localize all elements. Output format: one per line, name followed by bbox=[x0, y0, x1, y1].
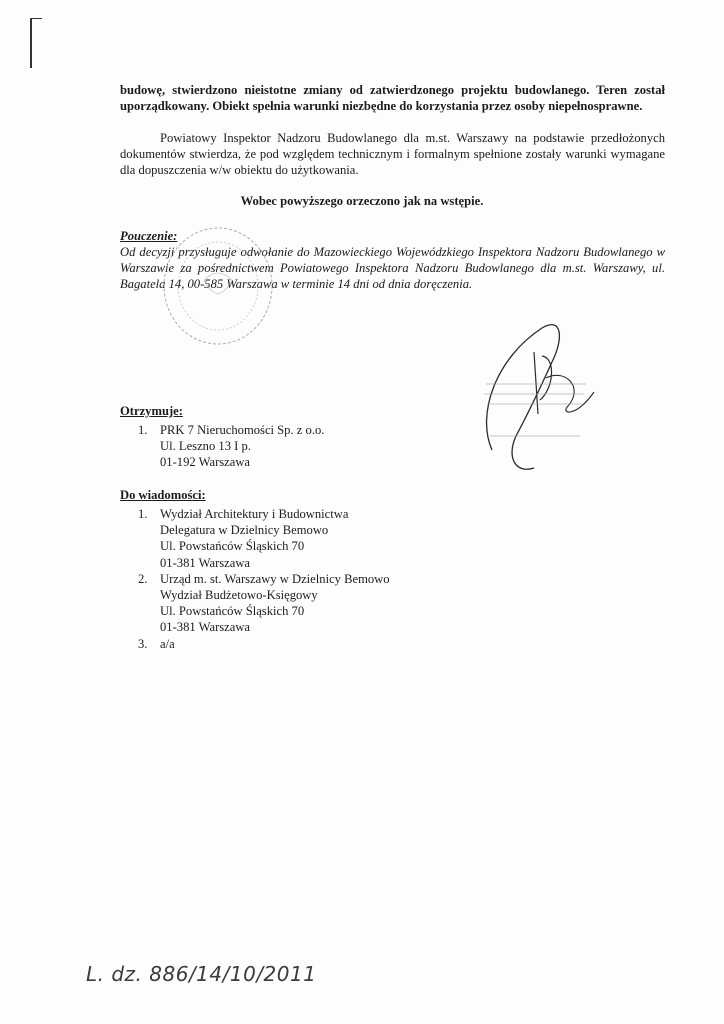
recipient-line: a/a bbox=[160, 636, 175, 651]
pouczenie-text: Od decyzji przysługuje odwołanie do Mazowieckiego Wojewódzkiego Inspektora Nadzoru Budowlanego w Warszawie za pośrednictwem Powiatowego Inspektora Nadzoru Budowlanego dla m.st. Warszawy, ul. Bagatela 14, 00-585 Warszawa w terminie 14 dni od dnia doręczenia. bbox=[120, 245, 665, 291]
list-number: 1. bbox=[138, 423, 148, 437]
inspector-statement: Powiatowy Inspektor Nadzoru Budowlanego dla m.st. Warszawy na podstawie przedłożonych dokumentów stwierdza, że pod względem technicznym i formalnym spełnione zostały warunki wymagane dla dopuszczenia w/w obiektu do użytkowania. bbox=[120, 131, 665, 177]
do-wiadomosci-heading: Do wiadomości: bbox=[120, 488, 206, 502]
recipient-line: Ul. Powstańców Śląskich 70 bbox=[160, 604, 305, 619]
recipient-line: 01-381 Warszawa bbox=[160, 620, 251, 635]
recipient-line: 01-381 Warszawa bbox=[160, 555, 251, 570]
do-wiadomosci-list bbox=[138, 506, 390, 652]
list-number: 1. bbox=[138, 507, 148, 521]
margin-line bbox=[30, 18, 32, 68]
list-item bbox=[138, 422, 324, 471]
list-number: 3. bbox=[138, 636, 148, 651]
otrzymuje-heading: Otrzymuje: bbox=[120, 404, 183, 418]
recipient-line: Ul. Powstańców Śląskich 70 bbox=[160, 539, 305, 554]
recipient-line: Wydział Architektury i Budownictwa bbox=[160, 507, 349, 521]
handwritten-reference: L. dz. 886/14/10/2011 bbox=[86, 962, 317, 986]
list-number: 2. bbox=[138, 571, 148, 586]
list-item bbox=[138, 636, 390, 652]
list-item bbox=[138, 571, 390, 636]
findings-paragraph: budowę, stwierdzono nieistotne zmiany od zatwierdzonego projektu budowlanego. Teren został uporządkowany. Obiekt spełnia warunki niezbędne do korzystania przez osoby niepełnosprawne. bbox=[120, 83, 665, 113]
margin-tick bbox=[30, 18, 42, 19]
recipient-line: Delegatura w Dzielnicy Bemowo bbox=[160, 523, 329, 538]
recipient-line: Ul. Leszno 13 I p. bbox=[160, 439, 251, 454]
recipient-line: PRK 7 Nieruchomości Sp. z o.o. bbox=[160, 423, 325, 437]
recipient-line: 01-192 Warszawa bbox=[160, 455, 251, 470]
pouczenie-heading: Pouczenie: bbox=[120, 229, 178, 243]
otrzymuje-list bbox=[138, 422, 324, 471]
signature-icon bbox=[476, 318, 626, 478]
round-stamp-icon bbox=[160, 222, 280, 352]
recipient-line: Wydział Budżetowo-Księgowy bbox=[160, 588, 318, 603]
recipient-line: Urząd m. st. Warszawy w Dzielnicy Bemowo bbox=[160, 571, 390, 586]
conclusion-line: Wobec powyższego orzeczono jak na wstępie. bbox=[240, 194, 484, 208]
list-item bbox=[138, 506, 390, 571]
